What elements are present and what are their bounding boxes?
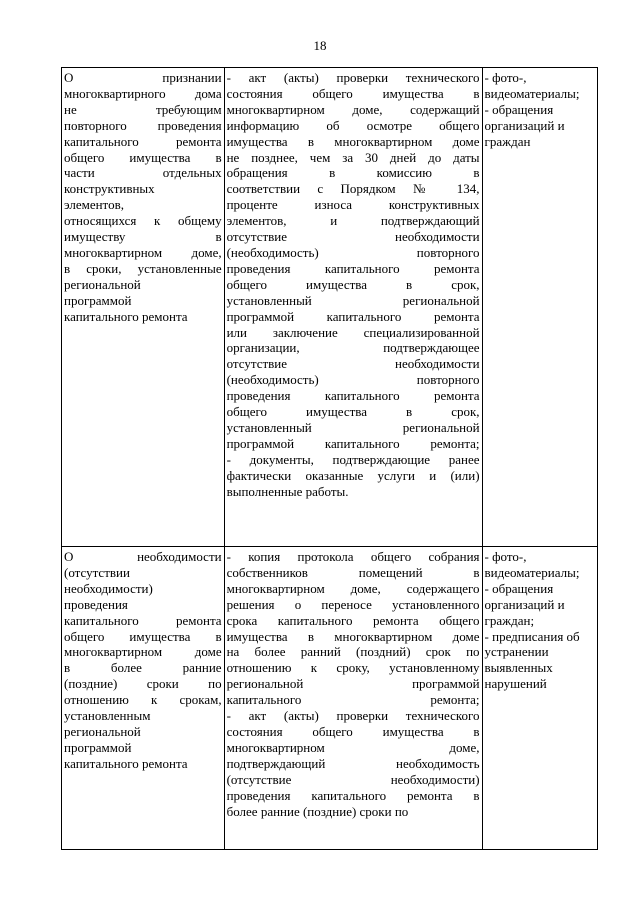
text-line: элементов, и подтверждающий — [226, 213, 480, 229]
text-line: - обращения — [484, 580, 554, 596]
text-line: отношению к срокам, — [64, 692, 222, 708]
text-line: (необходимость) повторного — [226, 372, 480, 388]
text-line: организаций и — [484, 596, 565, 612]
text-line: - фото-, — [484, 70, 527, 85]
documents-cell — [224, 68, 482, 547]
sources-text — [485, 549, 595, 692]
text-line: необходимости) — [64, 580, 153, 596]
text-line: отношению к сроку, установленному — [226, 660, 480, 676]
text-line: элементов, — [64, 197, 124, 213]
text-line: капитального ремонта — [64, 612, 222, 628]
text-line: части отдельных — [64, 165, 222, 181]
text-line: программой — [64, 739, 132, 755]
subject-text — [64, 549, 222, 772]
text-line: - фото-, — [484, 549, 527, 564]
text-line: состояния общего имущества в — [226, 723, 480, 739]
text-line: в сроки, установленные — [64, 260, 222, 276]
subject-cell — [62, 547, 225, 850]
document-table — [61, 67, 598, 850]
text-line: - документы, подтверждающие ранее — [226, 451, 480, 467]
text-line: общего имущества в срок, — [226, 404, 480, 420]
text-line: имуществу в — [64, 229, 222, 245]
text-line: относящихся к общему — [64, 213, 222, 229]
text-line: имущества в многоквартирном доме — [226, 133, 480, 149]
text-line: в более ранние — [64, 660, 222, 676]
text-line: видеоматериалы; — [484, 564, 580, 580]
text-line: общего имущества в — [64, 149, 222, 165]
text-line: организаций и — [484, 117, 565, 133]
text-line: видеоматериалы; — [484, 85, 580, 101]
text-line: капитального ремонта — [64, 133, 222, 149]
page-number: 18 — [313, 38, 327, 53]
text-line: О необходимости — [64, 549, 222, 564]
text-line: собственников помещений в — [226, 564, 480, 580]
text-line: многоквартирном доме — [64, 644, 222, 660]
text-line: проведения капитального ремонта — [226, 260, 480, 276]
text-line: (необходимость) повторного — [226, 244, 480, 260]
text-line: установленным — [64, 708, 151, 724]
text-line: не требующим — [64, 101, 222, 117]
documents-text — [227, 70, 480, 499]
text-line: или заключение специализированной — [226, 324, 480, 340]
text-line: выполненные работы. — [226, 483, 349, 499]
text-line: граждан — [484, 133, 531, 149]
text-line: программой капитального ремонта — [226, 308, 480, 324]
text-line: проведения капитального ремонта — [226, 388, 480, 404]
text-line: общего имущества в срок, — [226, 276, 480, 292]
documents-cell — [224, 547, 482, 850]
table-row — [62, 68, 598, 547]
text-line: программой — [64, 292, 132, 308]
subject-cell — [62, 68, 225, 547]
text-line: - копия протокола общего собрания — [226, 549, 480, 564]
text-line: соответствии с Порядком № 134, — [226, 181, 480, 197]
sources-cell — [482, 547, 597, 850]
text-line: многоквартирного дома — [64, 85, 222, 101]
text-line: (отсутствии — [64, 564, 130, 580]
text-line: на более ранний (поздний) срок по — [226, 644, 480, 660]
text-line: состояния общего имущества в — [226, 85, 480, 101]
text-line: О признании — [64, 70, 222, 85]
text-line: проведения — [64, 596, 128, 612]
text-line: - акт (акты) проверки технического — [226, 708, 480, 724]
sources-text — [485, 70, 595, 150]
text-line: региональной — [64, 276, 141, 292]
text-line: - предписания об — [484, 628, 580, 644]
text-line: граждан; — [484, 612, 535, 628]
text-line: отсутствие необходимости — [226, 229, 480, 245]
text-line: повторного проведения — [64, 117, 222, 133]
text-line: капитального ремонта — [64, 308, 188, 324]
text-line: общего имущества в — [64, 628, 222, 644]
text-line: фактически оказанные услуги и (или) — [226, 467, 480, 483]
text-line: капитального ремонта; — [226, 692, 480, 708]
text-line: более ранние (поздние) сроки по — [226, 803, 409, 819]
text-line: (поздние) сроки по — [64, 676, 222, 692]
table-body — [62, 68, 598, 850]
text-line: организации, подтверждающее — [226, 340, 480, 356]
text-line: нарушений — [484, 676, 547, 692]
documents-text — [227, 549, 480, 819]
text-line: устранении — [484, 644, 549, 660]
subject-text — [64, 70, 222, 325]
text-line: проведения капитального ремонта в — [226, 787, 480, 803]
text-line: не позднее, чем за 30 дней до даты — [226, 149, 480, 165]
text-line: капитального ремонта — [64, 755, 188, 771]
sources-cell — [482, 68, 597, 547]
text-line: установленный региональной — [226, 292, 480, 308]
table-row — [62, 547, 598, 850]
text-line: конструктивных — [64, 181, 155, 197]
text-line: - акт (акты) проверки технического — [226, 70, 480, 85]
text-line: установленный региональной — [226, 419, 480, 435]
text-line: подтверждающий необходимость — [226, 755, 480, 771]
text-line: информацию об осмотре общего — [226, 117, 480, 133]
text-line: решения о переносе установленного — [226, 596, 480, 612]
text-line: отсутствие необходимости — [226, 356, 480, 372]
text-line: многоквартирном доме, содержащего — [226, 580, 480, 596]
text-line: - обращения — [484, 101, 554, 117]
text-line: многоквартирном доме, содержащий — [226, 101, 480, 117]
text-line: имущества в многоквартирном доме — [226, 628, 480, 644]
text-line: проценте износа конструктивных — [226, 197, 480, 213]
text-line: обращения в комиссию в — [226, 165, 480, 181]
text-line: программой капитального ремонта; — [226, 435, 480, 451]
text-line: региональной программой — [226, 676, 480, 692]
text-line: выявленных — [484, 660, 553, 676]
text-line: многоквартирном доме, — [226, 739, 480, 755]
text-line: срока капитального ремонта общего — [226, 612, 480, 628]
text-line: региональной — [64, 723, 141, 739]
text-line: многоквартирном доме, — [64, 244, 222, 260]
text-line: (отсутствие необходимости) — [226, 771, 480, 787]
